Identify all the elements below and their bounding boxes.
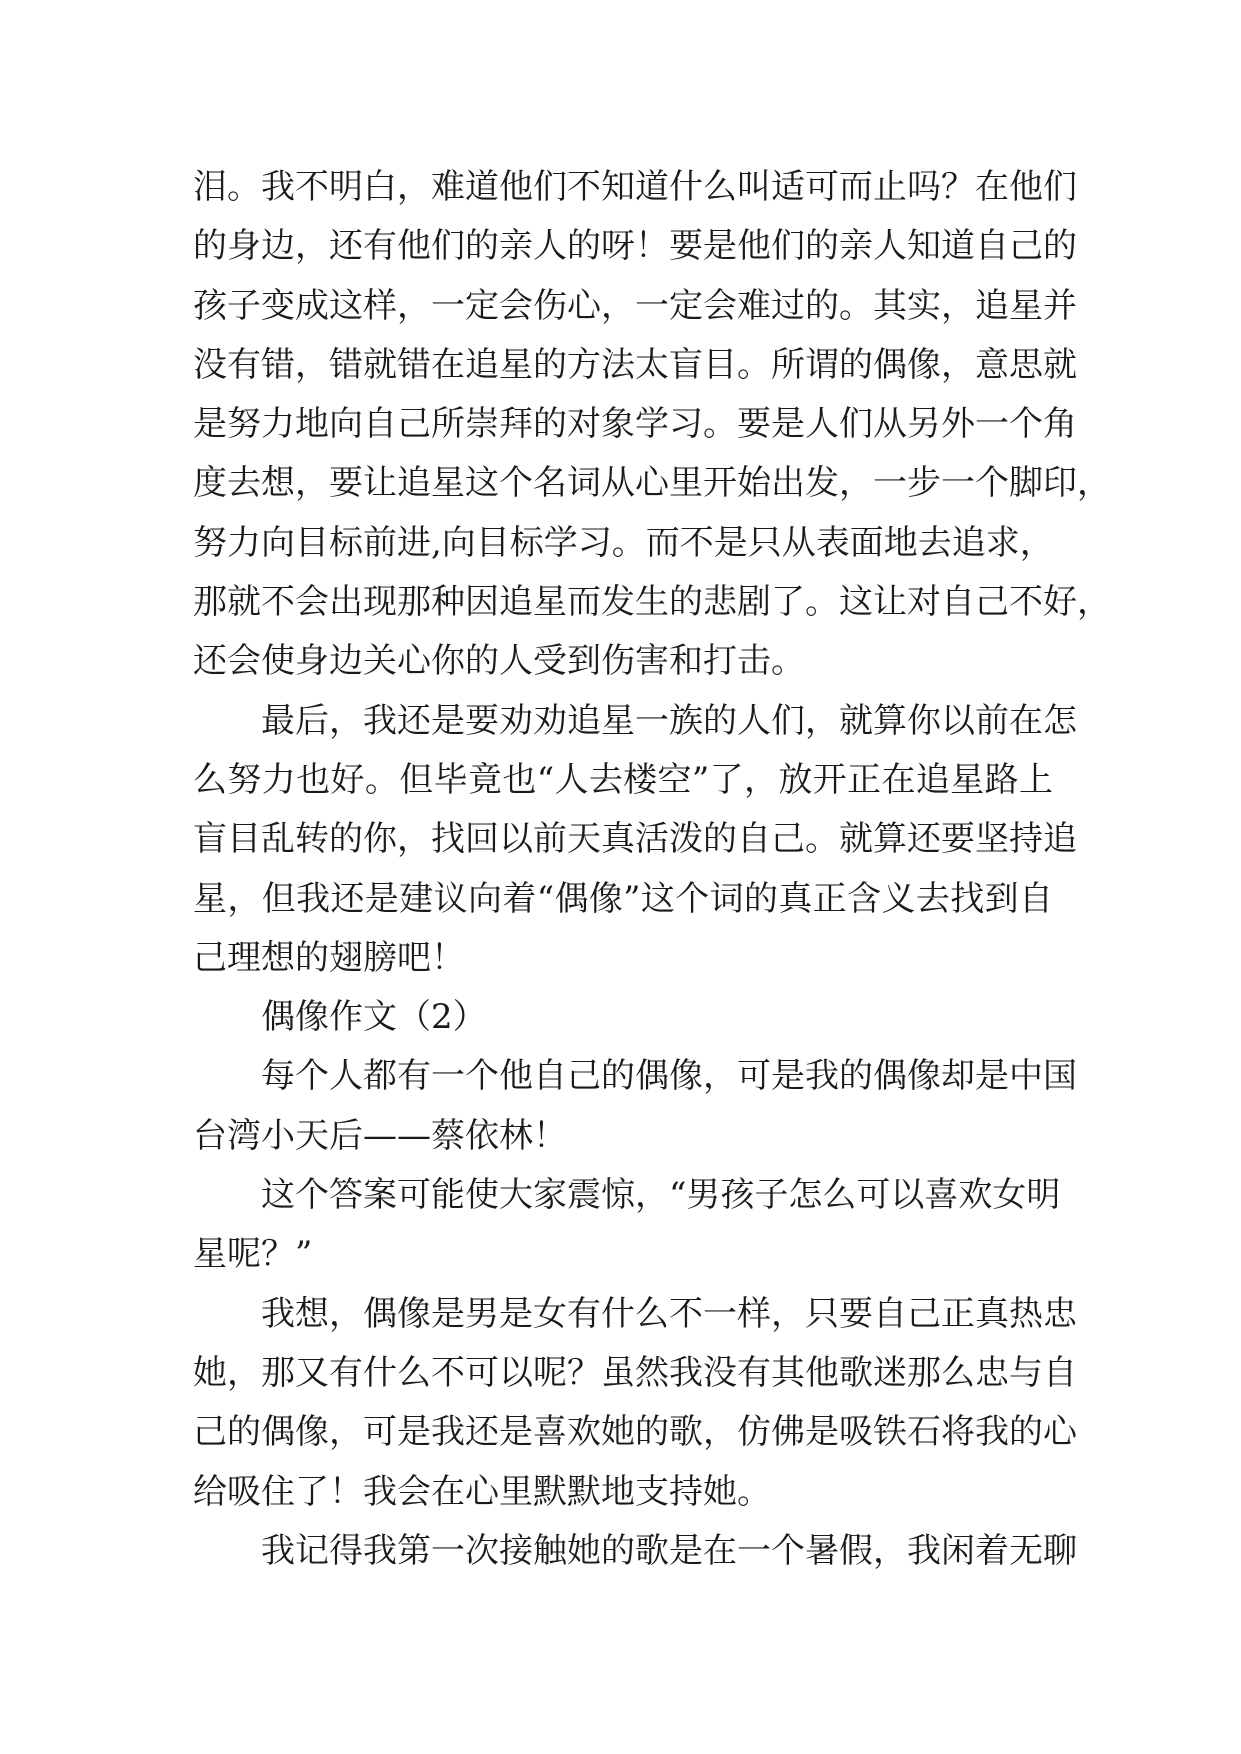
text-line: 我记得我第一次接触她的歌是在一个暑假，我闲着无聊 — [261, 1530, 1077, 1571]
text-line: 没有错，错就错在追星的方法太盲目。所谓的偶像，意思就 — [193, 344, 1077, 385]
text-line: 的身边，还有他们的亲人的呀！要是他们的亲人知道自己的 — [193, 226, 1077, 267]
text-line: 台湾小天后——蔡依林！ — [193, 1115, 567, 1156]
text-line: 我想，偶像是男是女有什么不一样，只要自己正真热忠 — [261, 1293, 1077, 1334]
text-line: 这个答案可能使大家震惊，“男孩子怎么可以喜欢女明 — [261, 1175, 1061, 1216]
text-line: 每个人都有一个他自己的偶像，可是我的偶像却是中国 — [261, 1056, 1077, 1097]
text-line: 盲目乱转的你，找回以前天真活泼的自己。就算还要坚持追 — [193, 819, 1077, 860]
text-line: 星呢？” — [193, 1234, 313, 1275]
text-line: 还会使身边关心你的人受到伤害和打击。 — [193, 641, 805, 682]
document-body — [193, 158, 1111, 1581]
text-line: 给吸住了！我会在心里默默地支持她。 — [193, 1471, 771, 1512]
text-line: 己理想的翅膀吧！ — [193, 937, 465, 978]
text-line: 最后，我还是要劝劝追星一族的人们，就算你以前在怎 — [261, 700, 1077, 741]
text-line: 星，但我还是建议向着“偶像”这个词的真正含义去找到自 — [193, 878, 1053, 919]
text-line: 己的偶像，可是我还是喜欢她的歌，仿佛是吸铁石将我的心 — [193, 1412, 1077, 1453]
text-line: 泪。我不明白，难道他们不知道什么叫适可而止吗？在他们 — [193, 167, 1077, 207]
text-line: 努力向目标前进,向目标学习。而不是只从表面地去追求， — [193, 522, 1054, 563]
text-line: 么努力也好。但毕竟也“人去楼空”了，放开正在追星路上 — [193, 759, 1053, 800]
text-line: 孩子变成这样，一定会伤心，一定会难过的。其实，追星并 — [193, 285, 1077, 326]
text-line: 偶像作文（2） — [261, 997, 487, 1038]
text-line: 度去想，要让追星这个名词从心里开始出发，一步一个脚印， — [193, 463, 1111, 504]
text-line: 那就不会出现那种因追星而发生的悲剧了。这让对自己不好， — [193, 582, 1111, 623]
text-line: 是努力地向自己所崇拜的对象学习。要是人们从另外一个角 — [193, 404, 1077, 445]
text-line: 她，那又有什么不可以呢？虽然我没有其他歌迷那么忠与自 — [193, 1352, 1077, 1393]
